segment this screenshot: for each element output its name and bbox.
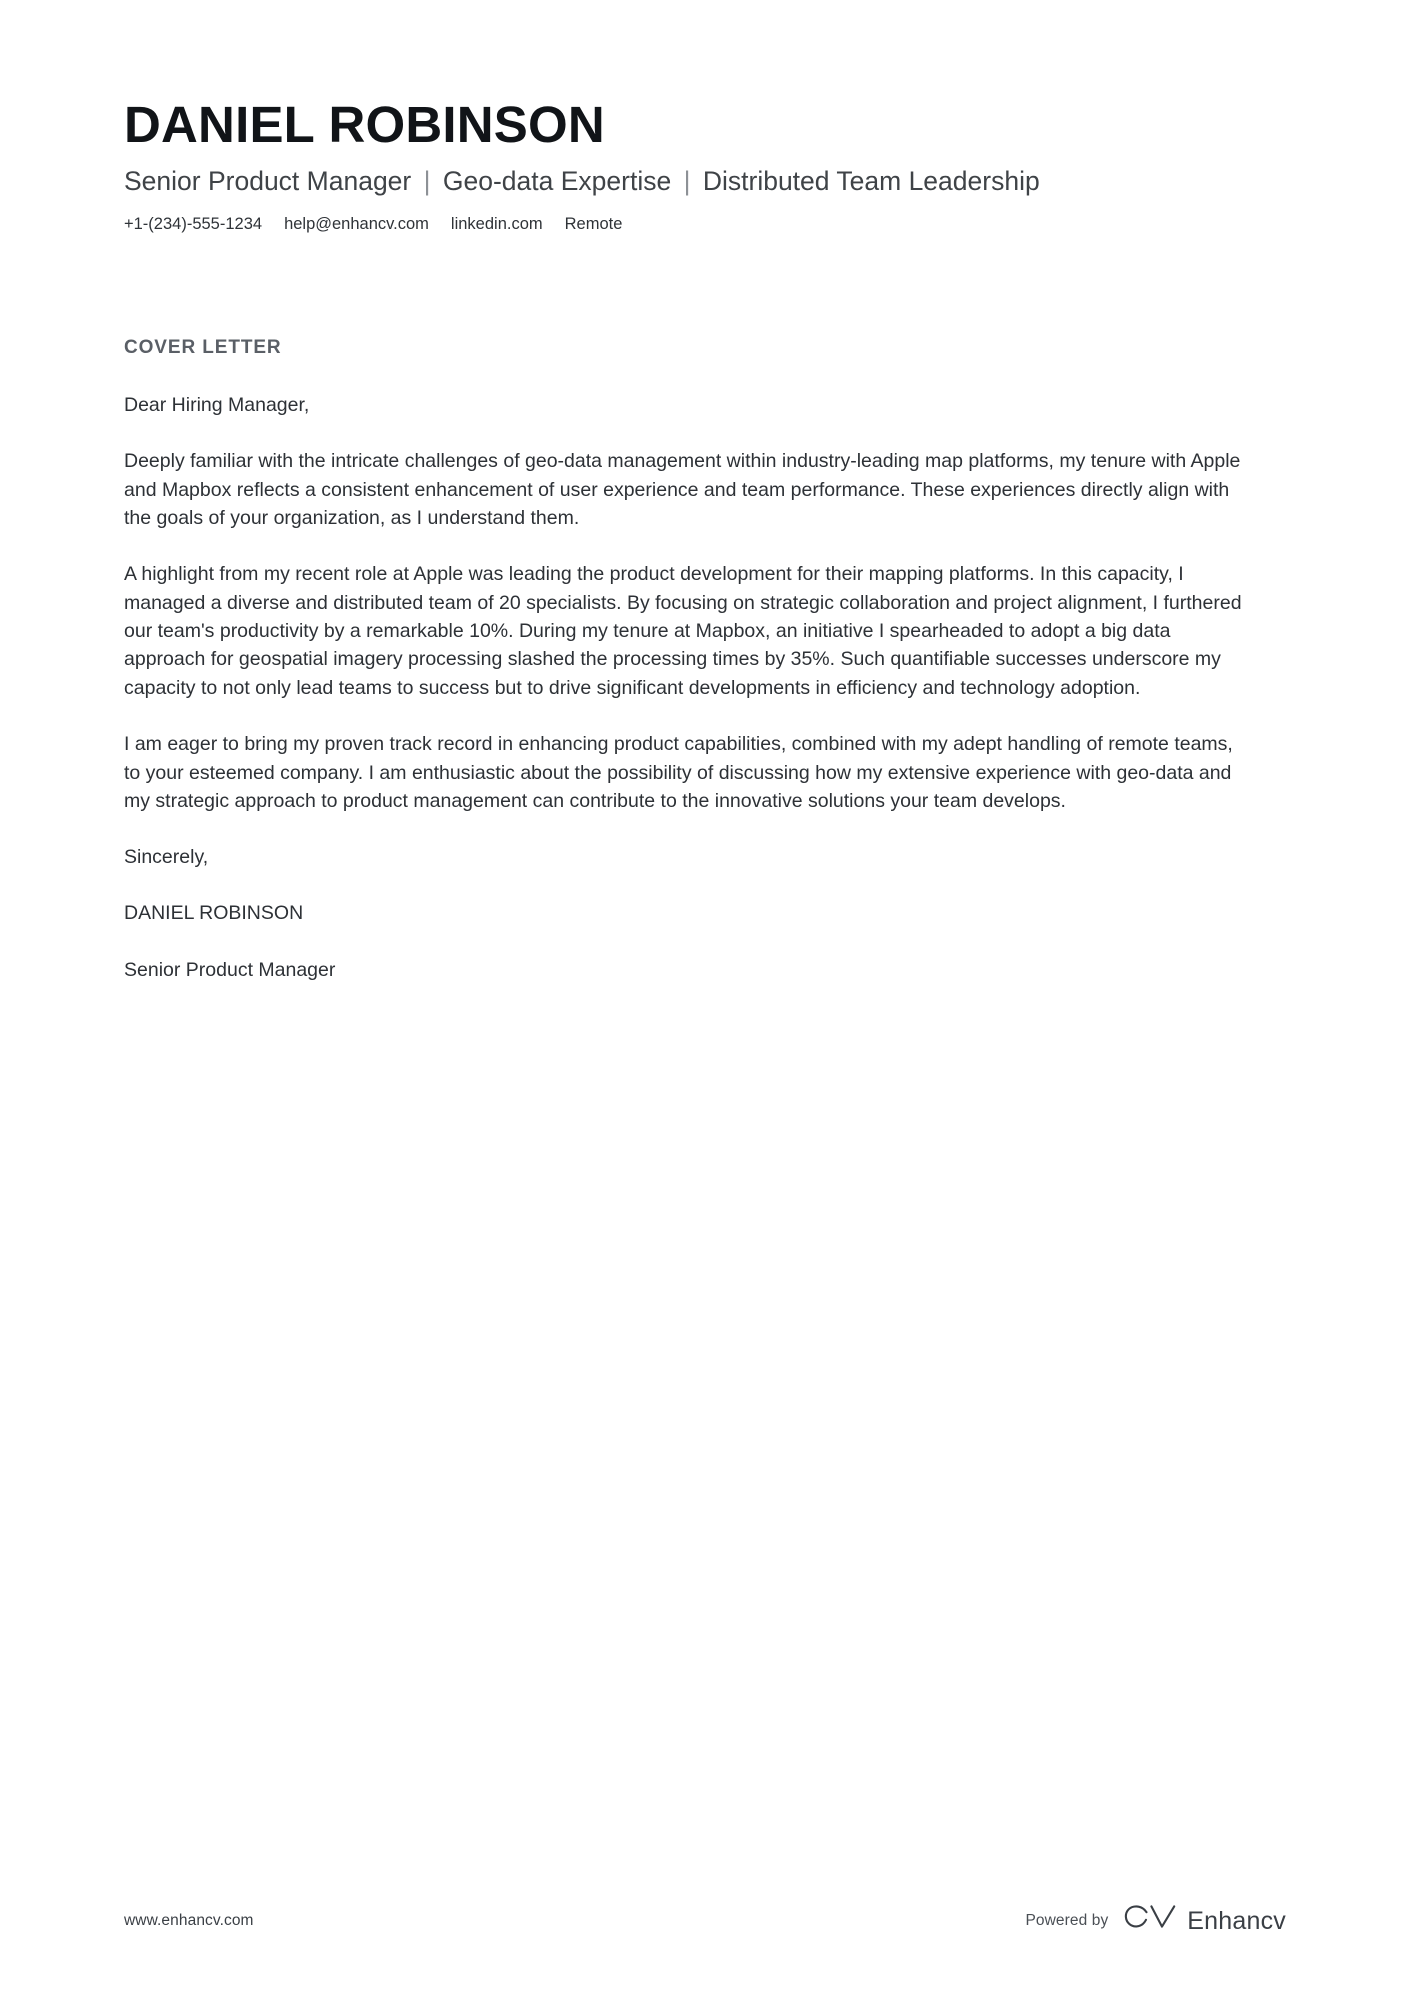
powered-by-block bbox=[1025, 1904, 1286, 1939]
headline-separator-1: | bbox=[423, 166, 431, 197]
letter-signature-title: Senior Product Manager bbox=[124, 958, 336, 981]
document-footer bbox=[0, 1901, 1410, 1941]
footer-website-url[interactable]: www.enhancv.com bbox=[124, 1912, 254, 1929]
letter-sign-off: Sincerely, bbox=[124, 846, 209, 869]
letter-salutation: Dear Hiring Manager, bbox=[124, 394, 310, 416]
contact-email[interactable]: help@enhancv.com bbox=[284, 215, 429, 234]
letter-paragraph-3: I am eager to bring my proven track record in enhancing product capabilities, combined with my adept handling of remote teams, to your esteemed company. I am enthusiastic about the possibility of discussing how my extensive experience with geo-data and my strategic approach to product management can contribute to the innovative solutions your team develops. bbox=[124, 733, 1233, 812]
candidate-headline bbox=[124, 165, 1294, 198]
contact-row bbox=[124, 214, 1294, 235]
letter-paragraph-1: Deeply familiar with the intricate challenges of geo-data management within industry-leading map platforms, my tenure with Apple and Mapbox reflects a consistent enhancement of user experience and team performance. These experiences directly align with the goals of your organization, as I understand them. bbox=[124, 450, 1241, 529]
brand-lockup[interactable] bbox=[1124, 1904, 1286, 1939]
powered-by-label: Powered by bbox=[1025, 1912, 1109, 1929]
headline-part-3: Distributed Team Leadership bbox=[702, 166, 1040, 197]
headline-separator-2: | bbox=[683, 166, 691, 197]
contact-location: Remote bbox=[564, 215, 623, 234]
candidate-name: DANIEL ROBINSON bbox=[124, 96, 605, 153]
contact-linkedin[interactable]: linkedin.com bbox=[450, 215, 543, 234]
letter-paragraph-2: A highlight from my recent role at Apple was leading the product development for their mapping platforms. In this capacity, I managed a diverse and distributed team of 20 specialists. By focusing on strategic collaboration and project alignment, I furthered our team's productivity by a remarkable 10%. During my tenure at Mapbox, an initiative I spearheaded to adopt a big data approach for geospatial imagery processing slashed the processing times by 35%. Such quantifiable successes underscore my capacity to not only lead teams to success but to drive significant developments in efficiency and technology adoption. bbox=[124, 563, 1242, 699]
letter-signature-name: DANIEL ROBINSON bbox=[124, 902, 304, 925]
contact-phone: +1-(234)-555-1234 bbox=[124, 215, 263, 234]
headline-part-1: Senior Product Manager bbox=[124, 166, 412, 197]
brand-name: Enhancv bbox=[1187, 1906, 1286, 1935]
document-header bbox=[124, 96, 1294, 236]
section-title-cover-letter: COVER LETTER bbox=[124, 337, 282, 358]
cv-monogram-icon bbox=[1124, 1904, 1176, 1939]
letter-body bbox=[124, 337, 1252, 984]
headline-part-2: Geo-data Expertise bbox=[442, 166, 672, 197]
